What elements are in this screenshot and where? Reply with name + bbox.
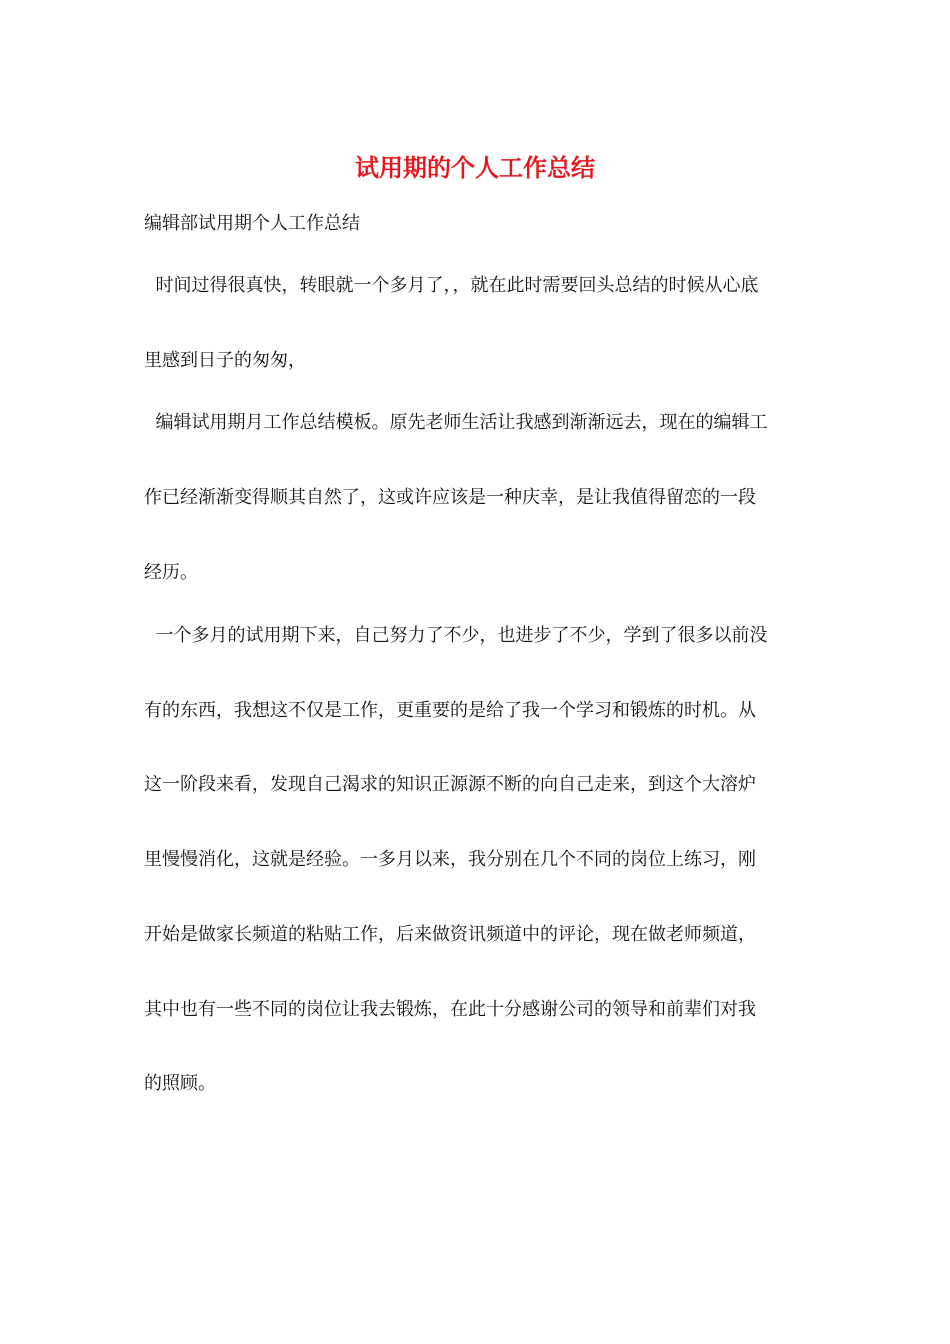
paragraph-line: 经历。 [144,562,198,583]
paragraph-line: 其中也有一些不同的岗位让我去锻炼，在此十分感谢公司的领导和前辈们对我 [144,999,756,1020]
paragraph-line: 有的东西，我想这不仅是工作，更重要的是给了我一个学习和锻炼的时机。从 [144,700,756,721]
paragraph-line: 里慢慢消化，这就是经验。一多月以来，我分别在几个不同的岗位上练习，刚 [144,849,756,870]
paragraph-line: 的照顾。 [144,1073,216,1094]
paragraph-line: 里感到日子的匆匆， [144,350,306,371]
document-title: 试用期的个人工作总结 [355,153,595,182]
paragraph-line: 开始是做家长频道的粘贴工作，后来做资讯频道中的评论，现在做老师频道， [144,924,756,945]
paragraph-line: 一个多月的试用期下来，自己努力了不少，也进步了不少，学到了很多以前没 [144,625,768,646]
paragraph-line: 时间过得很真快，转眼就一个多月了，，就在此时需要回头总结的时候从心底 [144,275,759,296]
paragraph-line: 编辑试用期月工作总结模板。原先老师生活让我感到渐渐远去，现在的编辑工 [144,412,768,433]
paragraph-line: 作已经渐渐变得顺其自然了，这或许应该是一种庆幸，是让我值得留恋的一段 [144,487,756,508]
document-subtitle: 编辑部试用期个人工作总结 [144,213,360,234]
paragraph-line: 这一阶段来看，发现自己渴求的知识正源源不断的向自己走来，到这个大溶炉 [144,774,756,795]
